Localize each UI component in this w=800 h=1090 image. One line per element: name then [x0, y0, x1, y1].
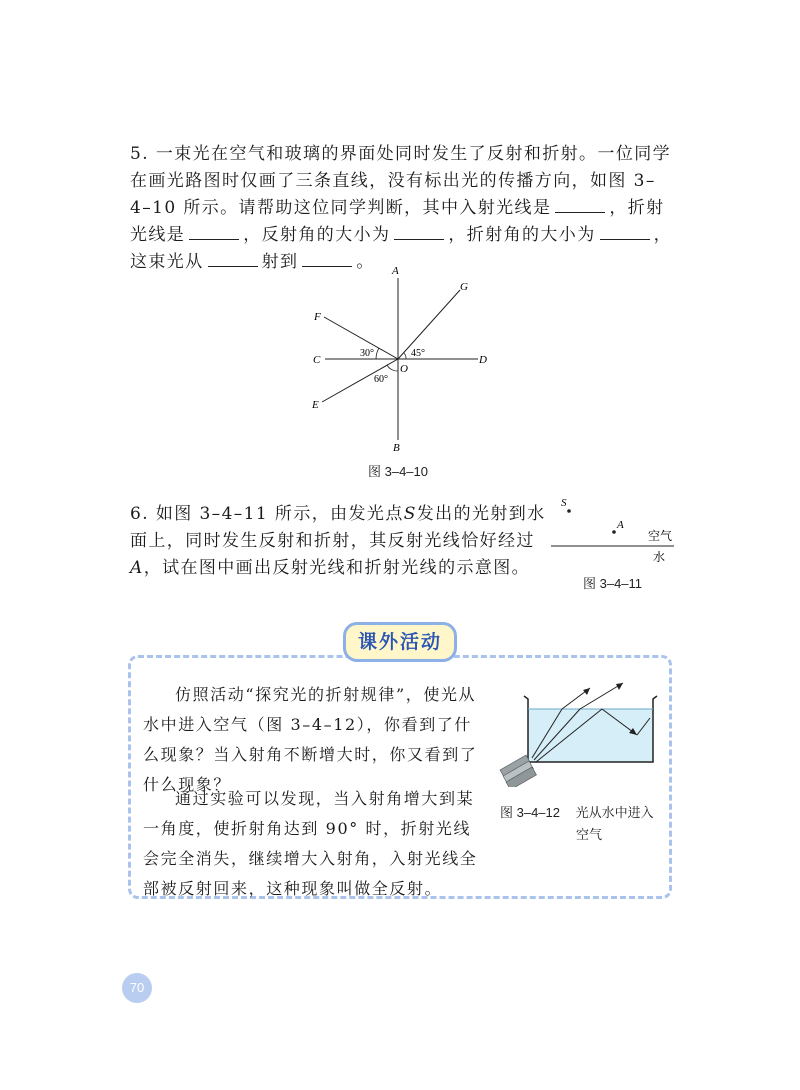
question-5-text-f: 射到 [261, 252, 299, 272]
blank-refraction-angle[interactable] [600, 223, 650, 240]
arc-60 [387, 365, 398, 371]
label-water: 水 [653, 550, 666, 564]
question-6-text-a: 如图 3–4–11 所示，由发光点 [155, 504, 404, 524]
label-air: 空气 [648, 529, 673, 543]
label-E: E [312, 399, 319, 411]
figure-3-4-10-caption: 图 3–4–10 [368, 464, 428, 479]
point-S [567, 509, 571, 513]
figure-3-4-12 [490, 672, 670, 787]
question-5-text-d: ，折射角的大小为 [448, 225, 596, 245]
question-6-number: 6. [130, 504, 150, 524]
question-5-text-e: ，这束光从 [130, 225, 673, 272]
question-6-S: S [403, 504, 417, 524]
label-G: G [460, 281, 468, 293]
arc-30 [376, 348, 379, 359]
label-S: S [561, 497, 567, 509]
figure-3-4-11 [545, 490, 680, 570]
question-5-number: 5. [130, 144, 150, 164]
blank-incident-ray[interactable] [555, 196, 605, 213]
label-A: A [617, 519, 624, 531]
blank-reflection-angle[interactable] [394, 223, 444, 240]
activity-title: 课外活动 [343, 622, 457, 662]
figure-3-4-12-line2: 空气 [576, 827, 603, 842]
blank-from-medium[interactable] [208, 250, 258, 267]
figure-3-4-11-caption: 图 3–4–11 [583, 576, 643, 591]
question-6-text-b: 发出的光射到水面上，同时发生反射和折射，其反射光线恰好经过 [130, 504, 546, 551]
question-6 [130, 501, 550, 582]
question-6-text-c: ，试在图中画出反射光线和折射光线的示意图。 [143, 558, 531, 578]
point-A [612, 530, 616, 534]
label-C: C [313, 354, 321, 366]
figure-3-4-12-line1: 光从水中进入 [575, 805, 654, 820]
figure-3-4-10 [300, 258, 500, 458]
question-5 [130, 141, 675, 276]
arc-45 [404, 353, 406, 359]
question-5-text-c: ，反射角的大小为 [243, 225, 391, 245]
page-number: 70 [122, 973, 152, 1003]
question-6-A: A [130, 558, 144, 578]
label-D: D [479, 354, 487, 366]
question-5-text-b: ，折射光线是 [130, 198, 665, 245]
question-5-text-a: 一束光在空气和玻璃的界面处同时发生了反射和折射。一位同学在画光路图时仅画了三条直线，没有标出光的传播方向，如图 3–4–10 所示。请帮助这位同学判断，其中入射光线是 [130, 144, 672, 218]
figure-3-4-12-number: 图 3–4–12 [500, 805, 560, 820]
line-OG [398, 290, 460, 359]
angle-45-label: 45° [411, 348, 425, 359]
label-B: B [393, 442, 400, 454]
angle-60-label: 60° [374, 374, 388, 385]
blank-refracted-ray[interactable] [189, 223, 239, 240]
activity-para-1: 仿照活动“探究光的折射规律”，使光从水中进入空气（图 3–4–12），你看到了什么现象？当入射角不断增大时，你又看到了什么现象？ [143, 685, 478, 794]
label-F: F [314, 311, 321, 323]
label-A: A [392, 265, 399, 277]
label-O: O [400, 363, 408, 375]
question-5-text-g: 。 [356, 252, 375, 272]
water-body [528, 709, 653, 762]
figure-3-4-12-caption [500, 802, 654, 846]
angle-30-label: 30° [360, 348, 374, 359]
activity-para-2: 通过实验可以发现，当入射角增大到某一角度，使折射角达到 90° 时，折射光线会完全消失，继续增大入射角，入射光线全部被反射回来，这种现象叫做全反射。 [143, 789, 478, 898]
